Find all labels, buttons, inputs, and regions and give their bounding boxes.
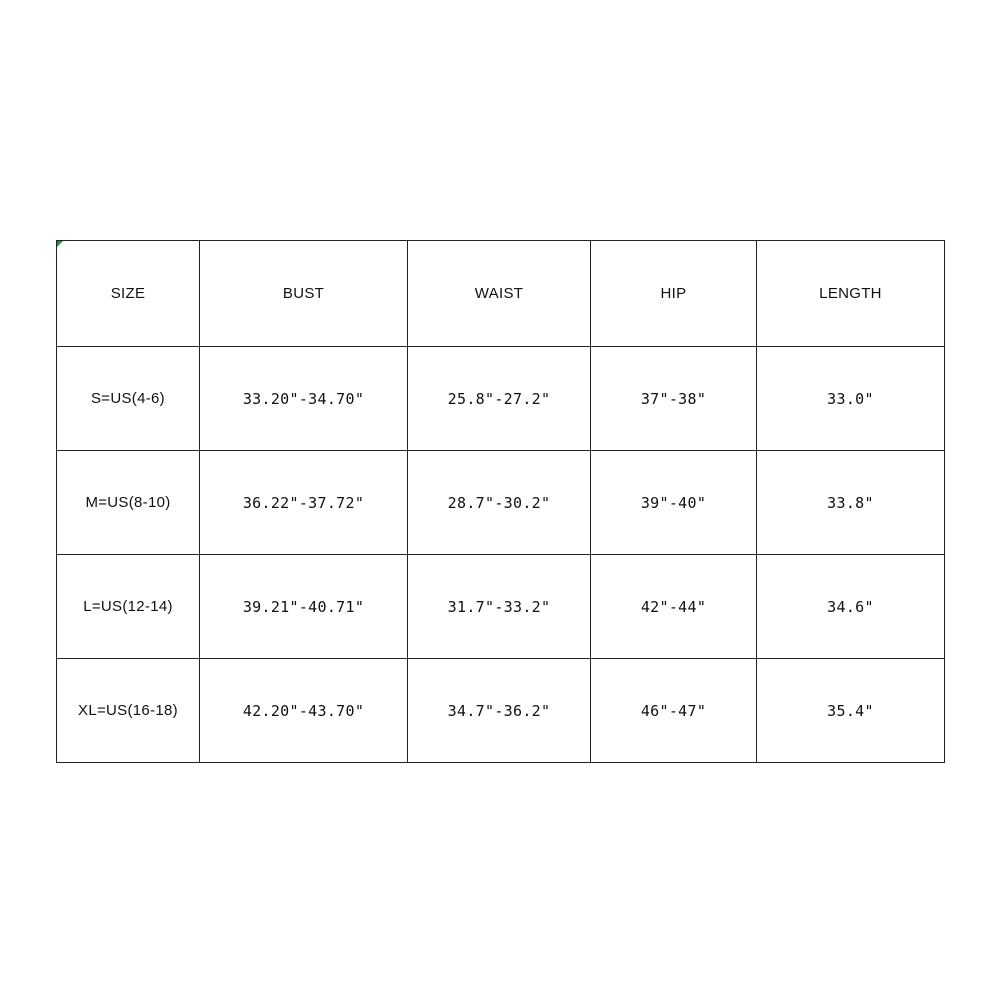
size-cell: S=US(4-6) xyxy=(57,347,200,451)
size-cell: M=US(8-10) xyxy=(57,451,200,555)
bust-cell: 36.22"-37.72" xyxy=(200,451,408,555)
header-size: SIZE xyxy=(57,241,200,347)
length-cell: 33.8" xyxy=(757,451,945,555)
table-row xyxy=(57,451,945,555)
waist-cell: 25.8"-27.2" xyxy=(408,347,591,451)
length-cell: 34.6" xyxy=(757,555,945,659)
corner-marker-icon xyxy=(57,241,63,247)
waist-cell: 28.7"-30.2" xyxy=(408,451,591,555)
size-cell: XL=US(16-18) xyxy=(57,659,200,763)
bust-cell: 33.20"-34.70" xyxy=(200,347,408,451)
length-cell: 35.4" xyxy=(757,659,945,763)
hip-cell: 46"-47" xyxy=(591,659,757,763)
header-hip: HIP xyxy=(591,241,757,347)
waist-cell: 31.7"-33.2" xyxy=(408,555,591,659)
header-bust: BUST xyxy=(200,241,408,347)
bust-cell: 42.20"-43.70" xyxy=(200,659,408,763)
hip-cell: 42"-44" xyxy=(591,555,757,659)
table-row xyxy=(57,659,945,763)
table-row xyxy=(57,347,945,451)
header-waist: WAIST xyxy=(408,241,591,347)
bust-cell: 39.21"-40.71" xyxy=(200,555,408,659)
header-row xyxy=(57,241,945,347)
hip-cell: 39"-40" xyxy=(591,451,757,555)
size-chart-table xyxy=(56,240,945,763)
hip-cell: 37"-38" xyxy=(591,347,757,451)
header-length: LENGTH xyxy=(757,241,945,347)
size-cell: L=US(12-14) xyxy=(57,555,200,659)
table-row xyxy=(57,555,945,659)
length-cell: 33.0" xyxy=(757,347,945,451)
waist-cell: 34.7"-36.2" xyxy=(408,659,591,763)
